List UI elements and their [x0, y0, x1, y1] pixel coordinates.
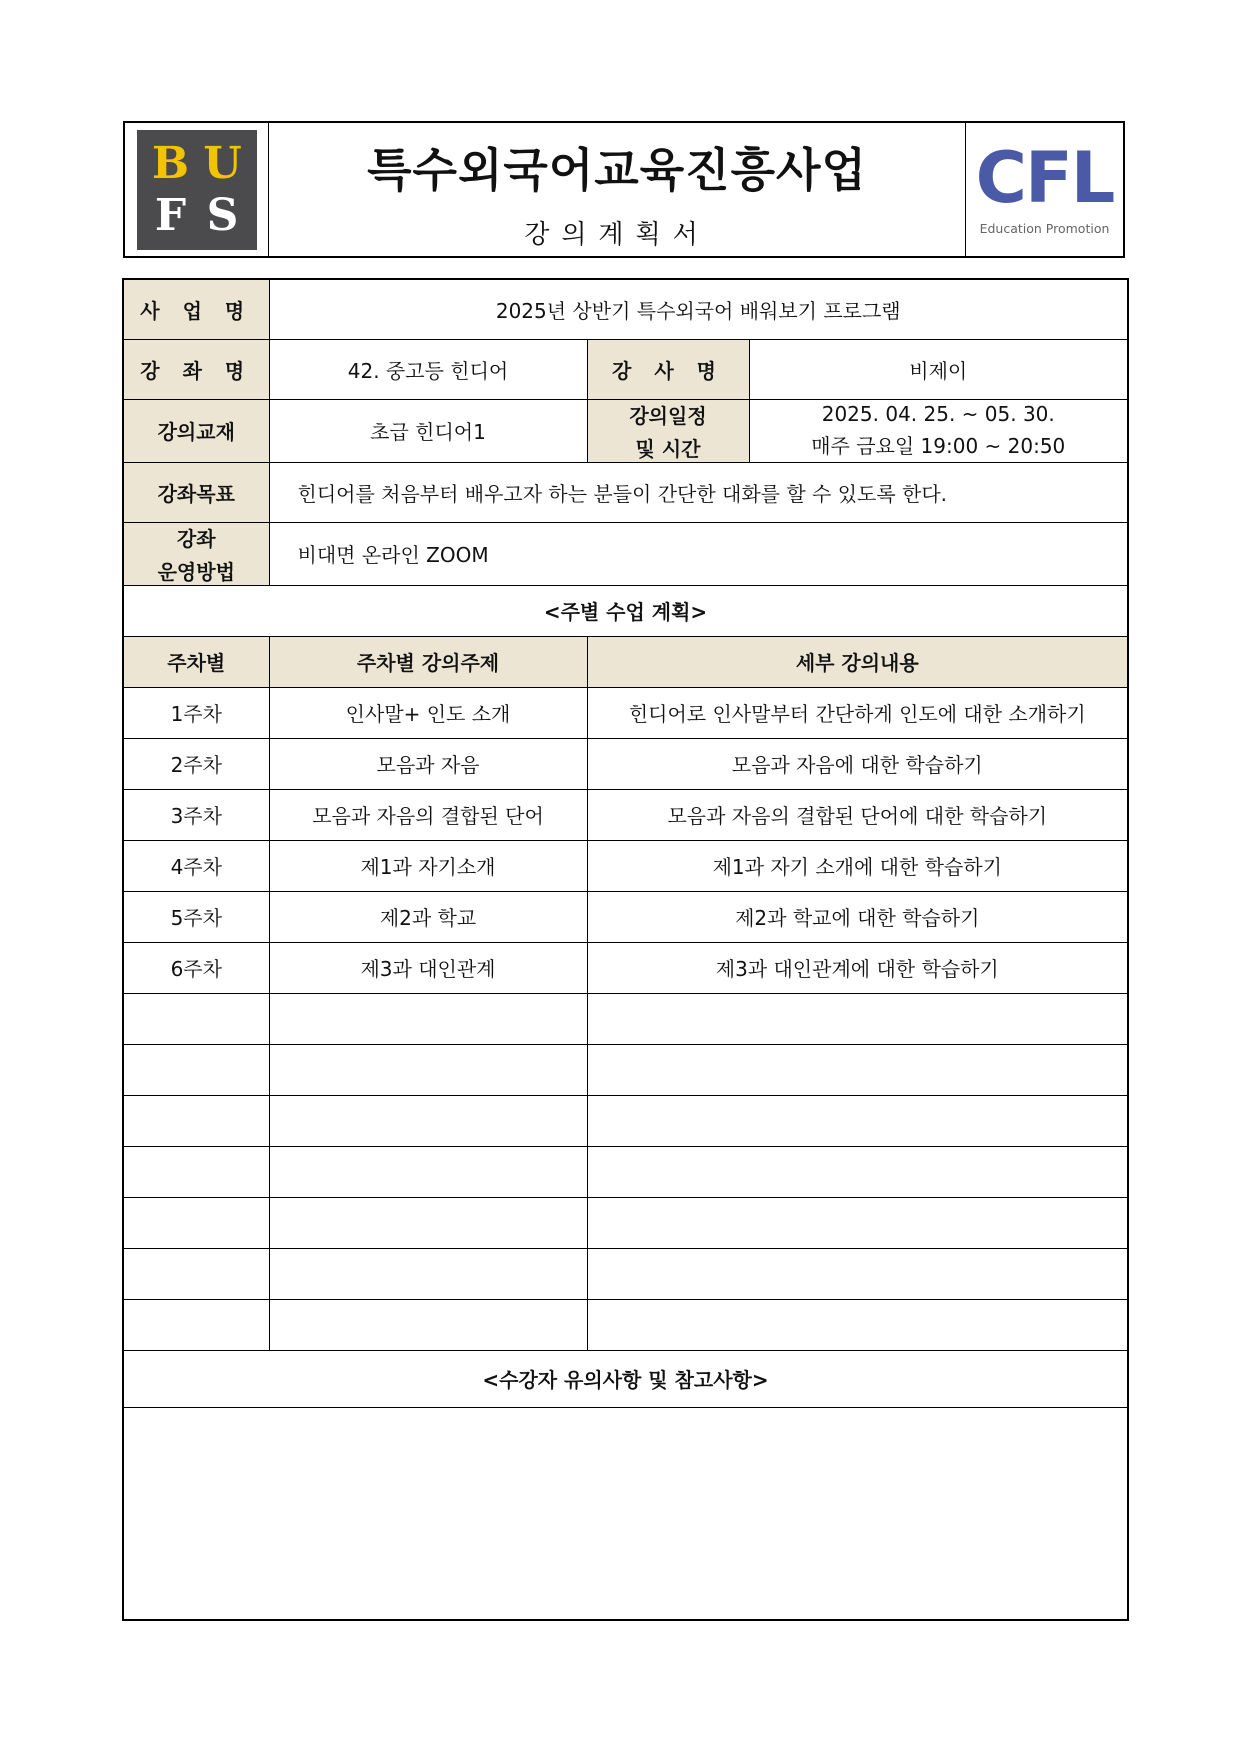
detail-cell: 제3과 대인관계에 대한 학습하기 — [587, 942, 1128, 993]
schedule-dates: 2025. 04. 25. ~ 05. 30. — [821, 402, 1055, 426]
bufs-logo — [137, 130, 257, 250]
empty-cell — [123, 1044, 269, 1095]
textbook-row — [123, 399, 1128, 462]
empty-cell — [269, 993, 587, 1044]
document-header — [123, 121, 1125, 258]
topic-cell: 제1과 자기소개 — [269, 840, 587, 891]
course-row — [123, 339, 1128, 399]
col-detail-header: 세부 강의내용 — [587, 636, 1128, 687]
course-value: 42. 중고등 힌디어 — [269, 339, 587, 399]
empty-row — [123, 1248, 1128, 1299]
business-label: 사 업 명 — [123, 279, 269, 339]
notes-content-row — [123, 1407, 1128, 1620]
empty-cell — [587, 993, 1128, 1044]
table-row — [123, 789, 1128, 840]
method-value: 비대면 온라인 ZOOM — [269, 522, 1128, 585]
bufs-logo-letter: S — [206, 190, 239, 241]
week-cell: 4주차 — [123, 840, 269, 891]
empty-row — [123, 993, 1128, 1044]
empty-cell — [587, 1197, 1128, 1248]
empty-row — [123, 1197, 1128, 1248]
empty-row — [123, 1146, 1128, 1197]
empty-cell — [123, 1146, 269, 1197]
bufs-logo-letter: F — [154, 190, 187, 241]
goal-label: 강좌목표 — [123, 462, 269, 522]
schedule-label-line: 강의일정 — [629, 403, 707, 428]
week-cell: 1주차 — [123, 687, 269, 738]
empty-cell — [587, 1248, 1128, 1299]
topic-cell: 모음과 자음 — [269, 738, 587, 789]
schedule-value — [749, 399, 1128, 462]
business-row — [123, 279, 1128, 339]
cfl-logo-cell — [965, 123, 1123, 256]
empty-cell — [269, 1044, 587, 1095]
topic-cell: 제2과 학교 — [269, 891, 587, 942]
method-label — [123, 522, 269, 585]
notes-section-row — [123, 1350, 1128, 1407]
instructor-label: 강 사 명 — [587, 339, 749, 399]
goal-value: 힌디어를 처음부터 배우고자 하는 분들이 간단한 대화를 할 수 있도록 한다. — [269, 462, 1128, 522]
table-row — [123, 738, 1128, 789]
bufs-logo-letter: B — [151, 138, 190, 189]
detail-cell: 제2과 학교에 대한 학습하기 — [587, 891, 1128, 942]
business-value: 2025년 상반기 특수외국어 배워보기 프로그램 — [269, 279, 1128, 339]
detail-cell: 제1과 자기 소개에 대한 학습하기 — [587, 840, 1128, 891]
notes-section-title: <수강자 유의사항 및 참고사항> — [123, 1350, 1128, 1407]
document-title: 특수외국어교육진흥사업 — [367, 143, 867, 197]
empty-cell — [269, 1146, 587, 1197]
schedule-label-line: 및 시간 — [635, 436, 701, 461]
empty-cell — [123, 1197, 269, 1248]
schedule-label — [587, 399, 749, 462]
col-topic-header: 주차별 강의주제 — [269, 636, 587, 687]
topic-cell: 모음과 자음의 결합된 단어 — [269, 789, 587, 840]
empty-cell — [587, 1095, 1128, 1146]
empty-cell — [123, 993, 269, 1044]
empty-cell — [587, 1299, 1128, 1350]
method-label-line: 운영방법 — [157, 559, 235, 584]
empty-cell — [123, 1248, 269, 1299]
empty-row — [123, 1044, 1128, 1095]
week-cell: 3주차 — [123, 789, 269, 840]
detail-cell: 모음과 자음의 결합된 단어에 대한 학습하기 — [587, 789, 1128, 840]
table-row — [123, 687, 1128, 738]
empty-cell — [123, 1095, 269, 1146]
bufs-logo-letter: U — [203, 138, 242, 189]
empty-cell — [269, 1299, 587, 1350]
empty-cell — [269, 1197, 587, 1248]
weekly-section-title: <주별 수업 계획> — [123, 585, 1128, 636]
empty-cell — [587, 1044, 1128, 1095]
schedule-times: 매주 금요일 19:00 ~ 20:50 — [811, 434, 1066, 458]
detail-cell: 힌디어로 인사말부터 간단하게 인도에 대한 소개하기 — [587, 687, 1128, 738]
table-row — [123, 942, 1128, 993]
document-subtitle: 강의계획서 — [524, 220, 710, 250]
week-cell: 6주차 — [123, 942, 269, 993]
empty-cell — [587, 1146, 1128, 1197]
title-area — [269, 123, 965, 256]
bufs-logo-cell — [125, 123, 269, 256]
textbook-label: 강의교재 — [123, 399, 269, 462]
empty-cell — [269, 1095, 587, 1146]
method-row — [123, 522, 1128, 585]
col-week-header: 주차별 — [123, 636, 269, 687]
week-cell: 5주차 — [123, 891, 269, 942]
weekly-header-row — [123, 636, 1128, 687]
weekly-section-row — [123, 585, 1128, 636]
cfl-logo-subtext: Education Promotion — [979, 221, 1110, 236]
detail-cell: 모음과 자음에 대한 학습하기 — [587, 738, 1128, 789]
table-row — [123, 891, 1128, 942]
week-cell: 2주차 — [123, 738, 269, 789]
table-row — [123, 840, 1128, 891]
course-label: 강 좌 명 — [123, 339, 269, 399]
goal-row — [123, 462, 1128, 522]
method-label-line: 강좌 — [176, 526, 216, 551]
instructor-value: 비제이 — [749, 339, 1128, 399]
course-plan-table — [122, 278, 1129, 1621]
empty-row — [123, 1299, 1128, 1350]
notes-content — [123, 1407, 1128, 1620]
topic-cell: 제3과 대인관계 — [269, 942, 587, 993]
topic-cell: 인사말+ 인도 소개 — [269, 687, 587, 738]
textbook-value: 초급 힌디어1 — [269, 399, 587, 462]
empty-row — [123, 1095, 1128, 1146]
empty-cell — [269, 1248, 587, 1299]
cfl-logo: CFL — [975, 137, 1114, 219]
empty-cell — [123, 1299, 269, 1350]
